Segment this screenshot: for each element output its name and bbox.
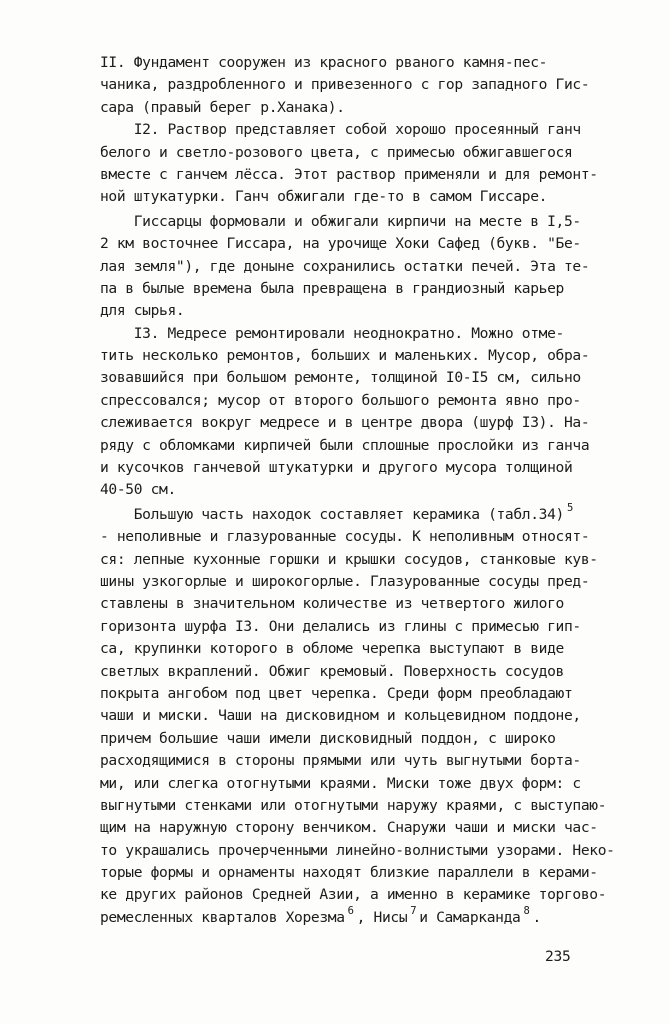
text-line: светлых вкраплений. Обжиг кремовый. Поверхность сосудов bbox=[100, 662, 564, 680]
page-text bbox=[100, 52, 615, 929]
text-line: 2 км восточнее Гиссара, на урочище Хоки Сафед (букв. "Бе- bbox=[100, 235, 581, 253]
footnote-marker-5: 5 bbox=[567, 501, 573, 514]
text-line: горизонта шурфа I3. Они делались из глины с примесью гип- bbox=[100, 617, 581, 635]
text-line bbox=[100, 904, 610, 929]
text-line: ся: лепные кухонные горшки и крышки сосудов, станковые кув- bbox=[100, 550, 598, 568]
paragraph-bricks bbox=[100, 211, 610, 323]
text-line: и кусочков ганчевой штукатурки и другого мусора толщиной bbox=[100, 459, 573, 477]
text-line: Гиссарцы формовали и обжигали кирпичи на месте в I,5- bbox=[100, 212, 581, 230]
text-line: то украшались прочерченными линейно-волнистыми узорами. Неко- bbox=[100, 841, 615, 859]
text-line: лая земля"), где доныне сохранились остатки печей. Эта те- bbox=[100, 257, 590, 275]
text-line: торые формы и орнаменты находят близкие параллели в керами- bbox=[100, 864, 598, 882]
text-line: для сырья. bbox=[100, 302, 185, 320]
footnote-marker-6: 6 bbox=[347, 904, 354, 917]
text-line: зовавшийся при большом ремонте, толщиной I0-I5 см, сильно bbox=[100, 369, 581, 387]
text-line: 40-50 см. bbox=[100, 481, 176, 499]
text-line: вместе с ганчем лёсса. Этот раствор применяли и для ремонт- bbox=[100, 165, 598, 183]
page-number: 235 bbox=[545, 948, 571, 965]
text-line: тить несколько ремонтов, больших и маленьких. Мусор, обра- bbox=[100, 347, 590, 365]
text-line: щим на наружную сторону венчиком. Снаружи чаши и миски час- bbox=[100, 819, 598, 837]
paragraph-13 bbox=[100, 323, 610, 502]
text-line: ряду с обломками кирпичей были сплошные прослойки из ганча bbox=[100, 436, 590, 454]
text-segment: . bbox=[532, 908, 541, 926]
text-segment: Большую часть находок составляет керамика (табл.34) bbox=[100, 505, 564, 523]
text-line: па в былые времена была превращена в грандиозный карьер bbox=[100, 279, 564, 297]
text-segment: и Самарканда bbox=[419, 908, 521, 926]
paragraph-12 bbox=[100, 119, 610, 209]
footnote-marker-7: 7 bbox=[410, 904, 417, 917]
text-line: расходящимися в стороны прямыми или чуть выгнутыми борта- bbox=[100, 752, 581, 770]
text-line: чаника, раздробленного и привезенного с гор западного Гис- bbox=[100, 76, 590, 94]
text-line: белого и светло-розового цвета, с примесью обжигавшегося bbox=[100, 143, 573, 161]
text-line: ми, или слегка отогнутыми краями. Миски тоже двух форм: с bbox=[100, 774, 581, 792]
text-line: сара (правый берег р.Ханака). bbox=[100, 98, 345, 116]
text-line: покрыта ангобом под цвет черепка. Среди форм преобладают bbox=[100, 684, 573, 702]
text-line: ставлены в значительном количестве из четвертого жилого bbox=[100, 595, 564, 613]
paragraph-ceramics bbox=[100, 501, 615, 929]
text-line: - неполивные и глазурованные сосуды. К неполивным относят- bbox=[100, 528, 590, 546]
text-line: ке других районов Средней Азии, а именно в керамике торгово- bbox=[100, 886, 607, 904]
text-line: слеживается вокруг медресе и в центре двора (шурф I3). На- bbox=[100, 414, 590, 432]
text-line: шины узкогорлые и широкогорлые. Глазурованные сосуды пред- bbox=[100, 572, 590, 590]
text-line: ной штукатурки. Ганч обжигали где-то в самом Гиссаре. bbox=[100, 188, 548, 206]
text-line: I3. Медресе ремонтировали неоднократно. Можно отме- bbox=[100, 324, 564, 342]
text-line: причем большие чаши имели дисковидный поддон, с широко bbox=[100, 729, 556, 747]
text-line bbox=[100, 501, 610, 526]
text-line: спрессовался; мусор от второго большого ремонта явно про- bbox=[100, 391, 581, 409]
text-segment: , Нисы bbox=[356, 908, 408, 926]
text-line: выгнутыми стенками или отогнутыми наружу краями, с выступаю- bbox=[100, 796, 607, 814]
footnote-marker-8: 8 bbox=[523, 904, 530, 917]
text-segment: ремесленных кварталов Хорезма bbox=[100, 908, 345, 926]
text-line: I2. Раствор представляет собой хорошо просеянный ганч bbox=[100, 121, 581, 139]
paragraph-11 bbox=[100, 52, 610, 119]
text-line: II. Фундамент сооружен из красного рваного камня-пес- bbox=[100, 54, 548, 71]
text-line: са, крупинки которого в обломе черепка выступают в виде bbox=[100, 640, 564, 658]
text-line: чаши и миски. Чаши на дисковидном и кольцевидном поддоне, bbox=[100, 707, 581, 725]
